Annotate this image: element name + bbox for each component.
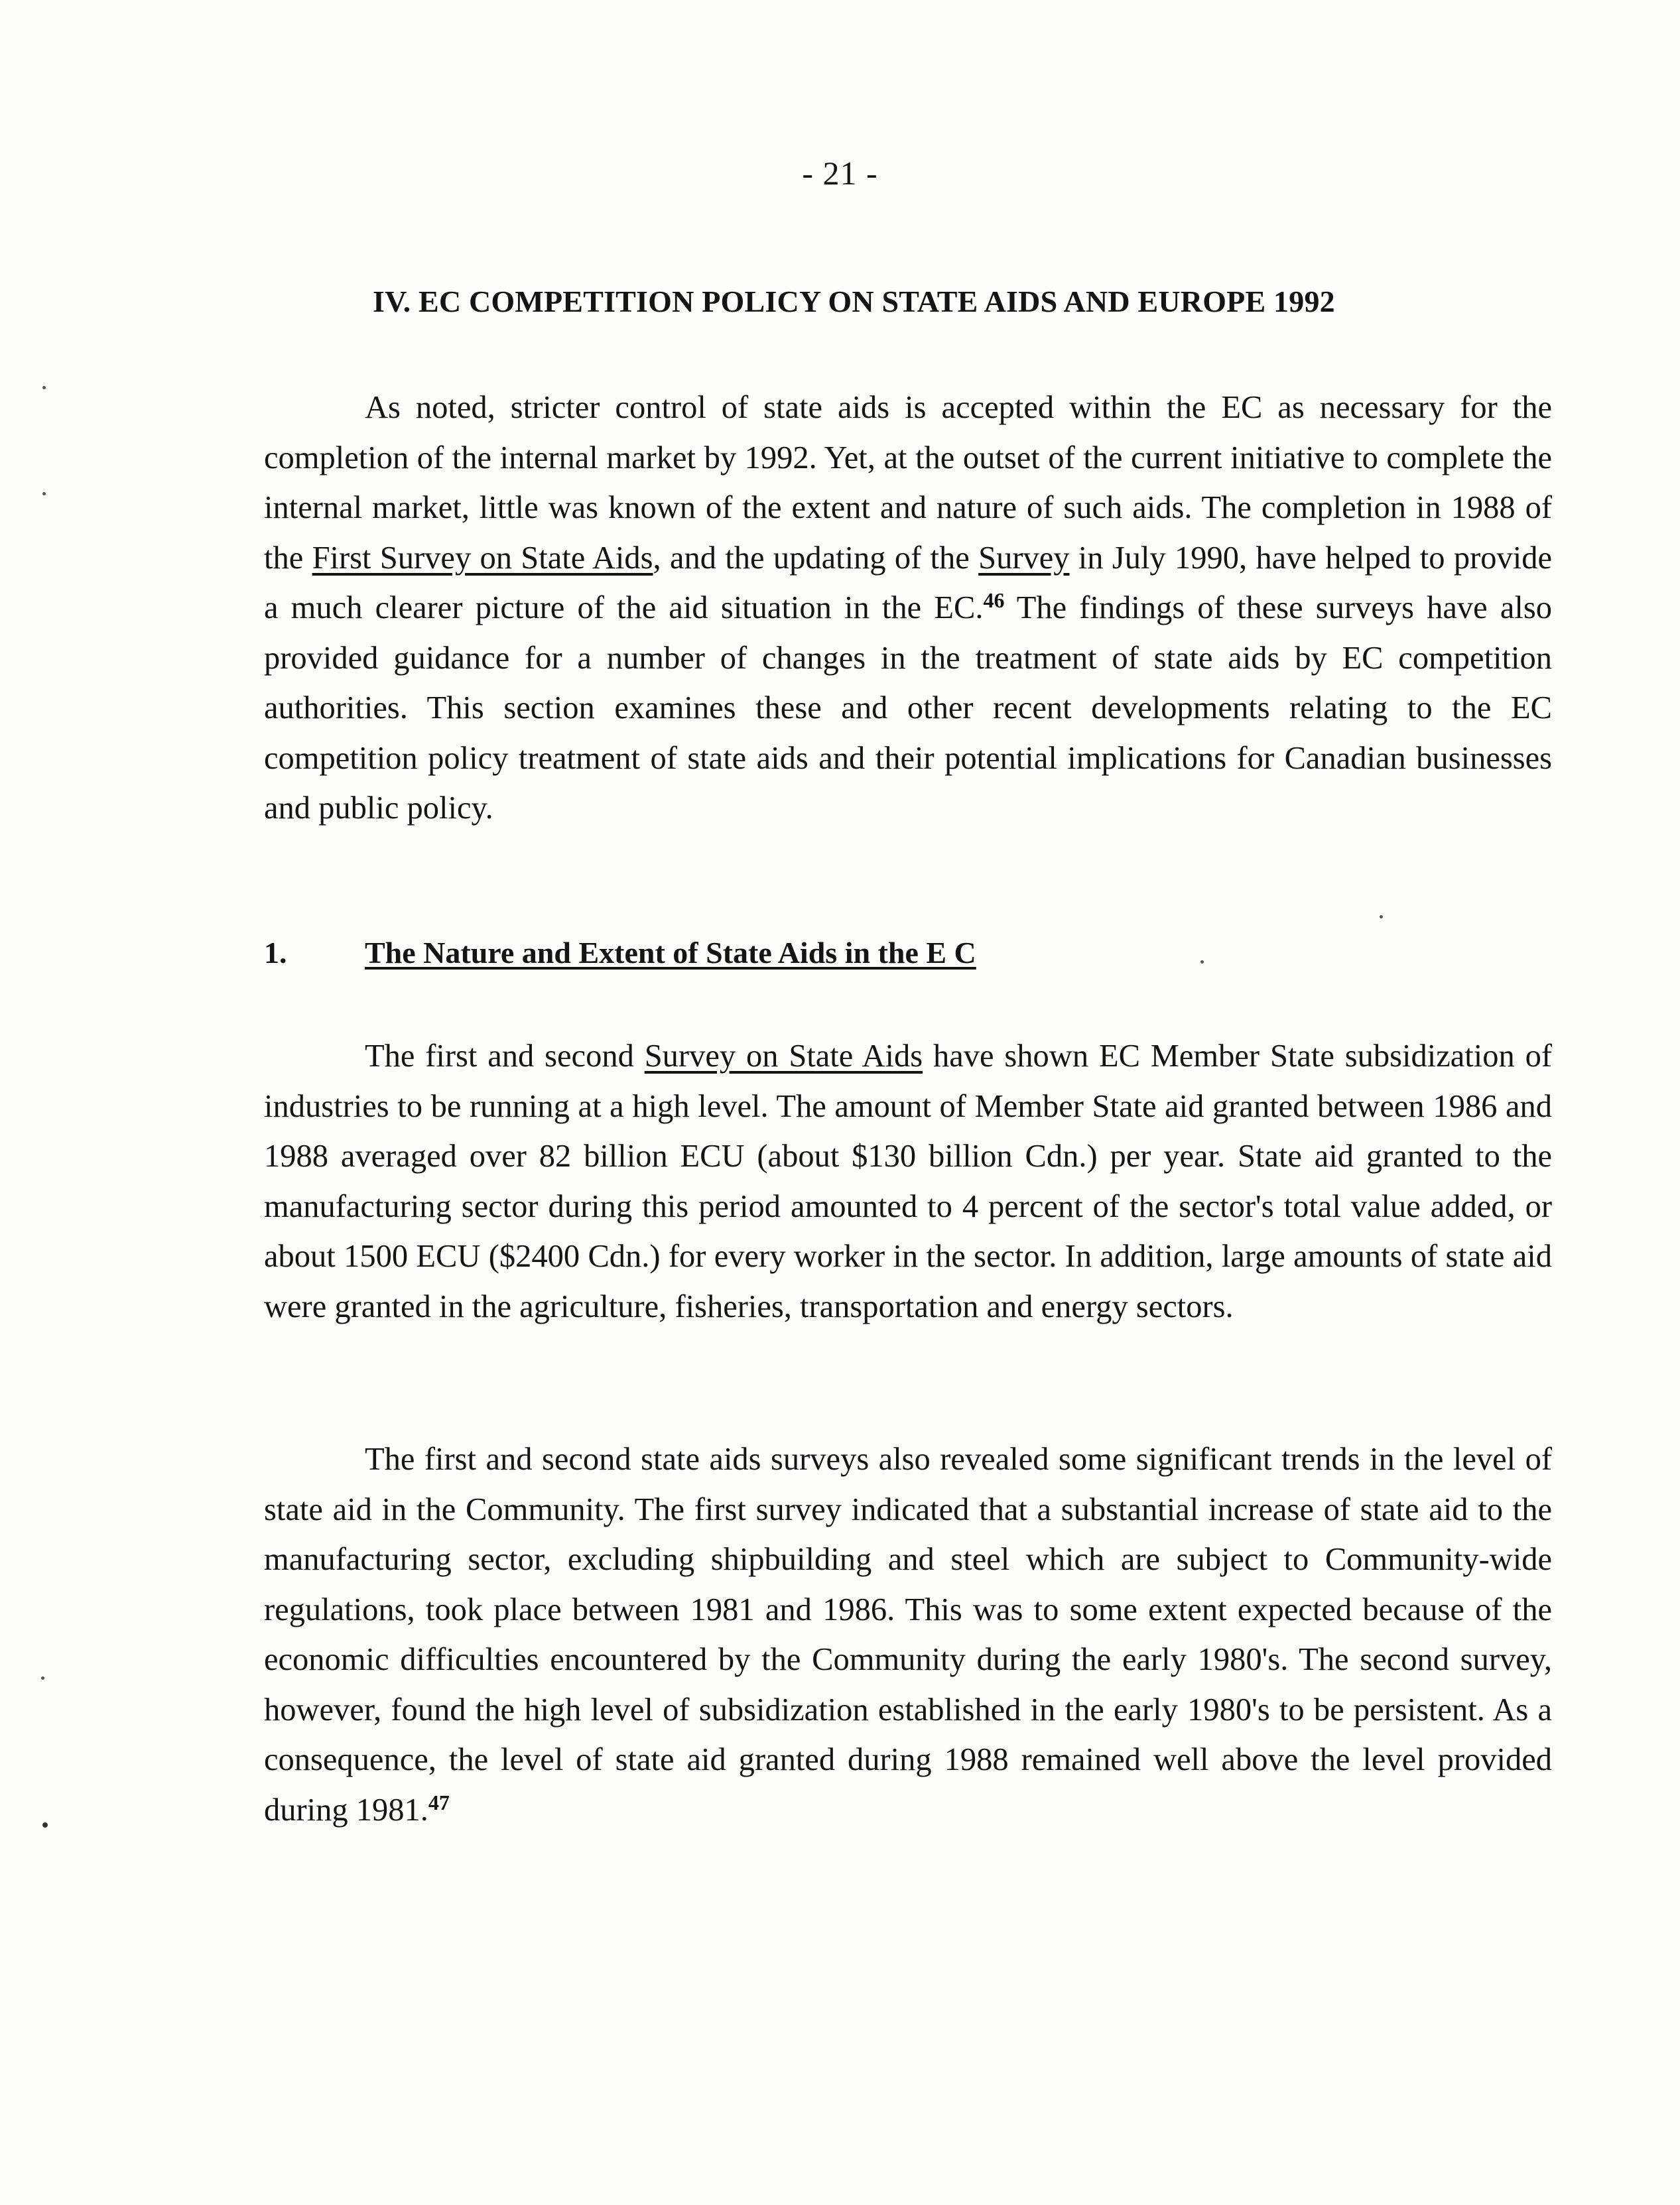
subsection-number: 1. [264,936,287,970]
document-title-reference: First Survey on State Aids [312,540,653,576]
document-title-reference: Survey [978,540,1070,576]
paragraph-text: , and the updating of the [653,540,979,576]
paragraph-trends [264,1434,1552,1835]
scan-speck [42,386,46,389]
subsection-heading [264,935,976,970]
paragraph-introduction [264,383,1552,834]
section-heading: IV. EC COMPETITION POLICY ON STATE AIDS AND EUROPE 1992 [373,284,1335,318]
scan-speck [1200,960,1204,964]
paragraph-text: The first and second [365,1039,645,1074]
footnote-marker: 47 [428,1790,450,1814]
paragraph-text: As noted, stricter control of state aids is accepted within the EC as necessary for the completion of the internal market by 1992. Yet, at the outset of the current initiative to complete the internal market, little was known of the extent and nature of such aids. The completion in 1988 of the [264,390,1552,576]
paragraph-text: in July 1990, have helped to provide a much clearer picture of the aid situation in the EC. [264,540,1552,625]
scan-speck [42,1822,48,1828]
paragraph-text: The findings of these surveys have also provided guidance for a number of changes in the treatment of state aids by EC competition authorities. This section examines these and other recent developments relating to the EC competition policy treatment of state aids and their potential implications for Canadian businesses and public policy. [264,590,1552,826]
footnote-marker: 46 [983,588,1005,612]
scan-speck [42,492,46,495]
paragraph-text: have shown EC Member State subsidization of industries to be running at a high level. The amount of Member State aid granted between 1986 and 1988 averaged over 82 billion ECU (about $130 billion Cdn.) per year. State aid granted to the manufacturing sector during this period amounted to 4 percent of the sector's total value added, or about 1500 ECU ($2400 Cdn.) for every worker in the sector. In addition, large amounts of state aid were granted in the agriculture, fisheries, transportation and energy sectors. [264,1039,1553,1324]
paragraph-text: The first and second state aids surveys also revealed some significant trends in the level of state aid in the Community. The first survey indicated that a substantial increase of state aid to the manufacturing sector, excluding shipbuilding and steel which are subject to Community-wide regulations, took place between 1981 and 1986. This was to some extent expected because of the economic difficulties encountered by the Community during the early 1980's. The second survey, however, found the high level of subsidization established in the early 1980's to be persistent. As a consequence, the level of state aid granted during 1988 remained well above the level provided during 1981. [264,1442,1552,1828]
page-number: - 21 - [802,155,878,192]
scan-speck [41,1676,44,1680]
paragraph-extent [264,1031,1552,1332]
document-title-reference: Survey on State Aids [644,1039,923,1074]
scan-speck [1380,915,1383,918]
subsection-title: The Nature and Extent of State Aids in the E C [365,936,976,970]
